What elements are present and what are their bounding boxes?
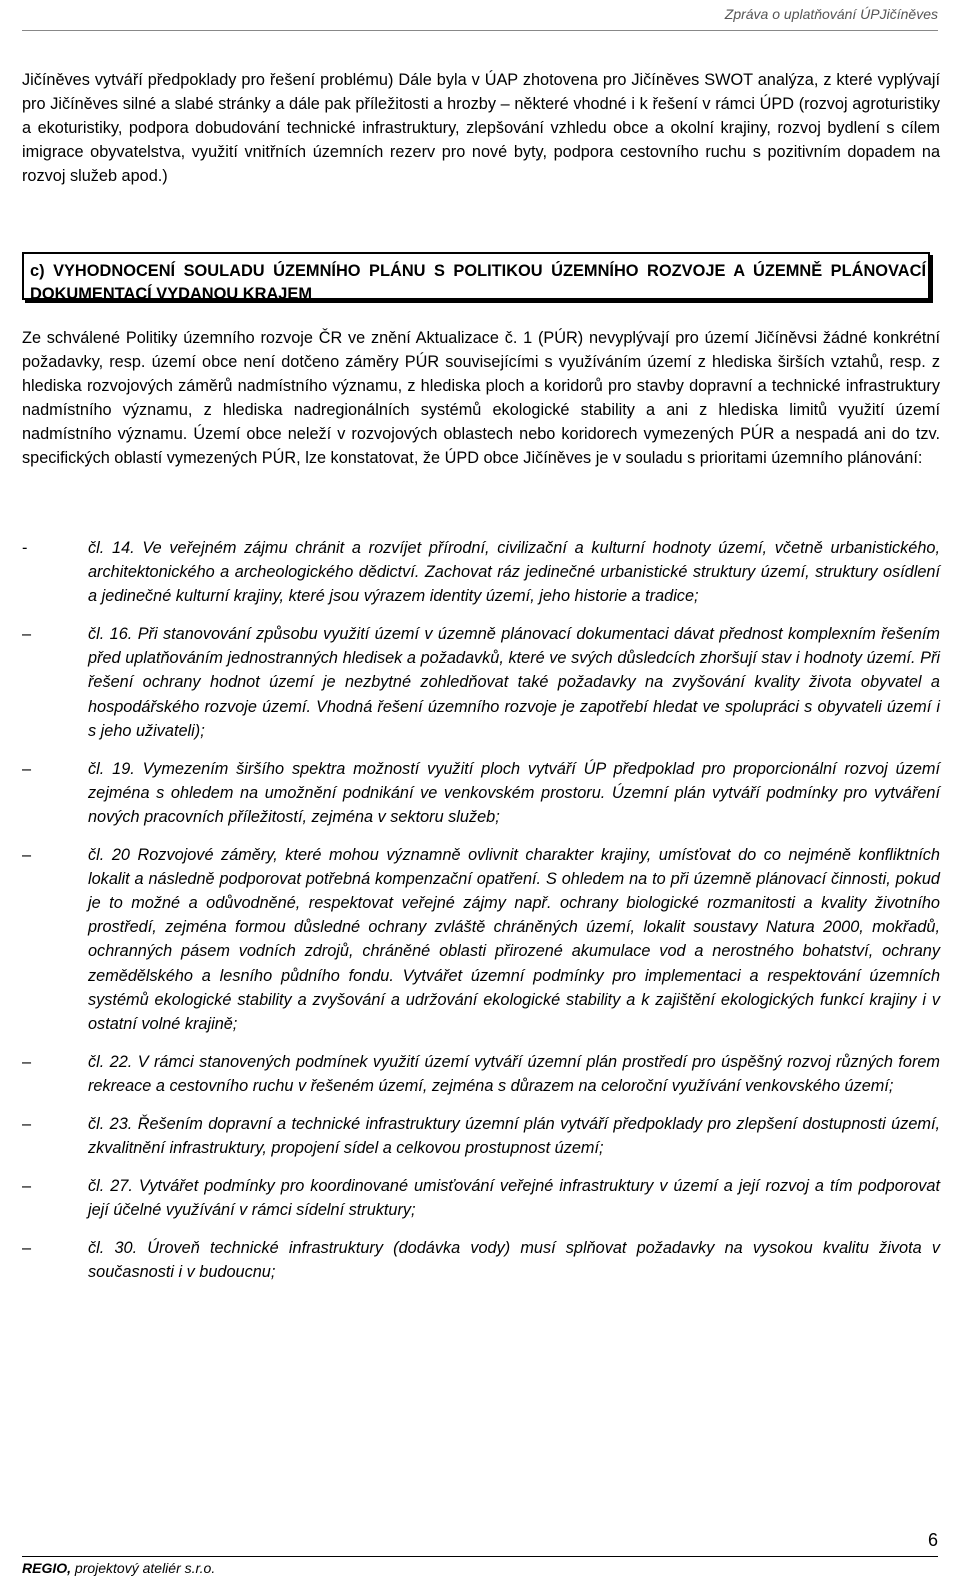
list-item xyxy=(22,1236,940,1284)
list-marker: – xyxy=(22,1177,32,1196)
list-marker: – xyxy=(22,625,32,644)
list-item xyxy=(22,1174,940,1222)
list-item-text: čl. 14. Ve veřejném zájmu chránit a rozvíjet přírodní, civilizační a kulturní hodnoty území, včetně urbanistického, architektonického a archeologického dědictví. Zachovat ráz jedinečné urbanistické struktury území, struktury osídlení a jedinečné kulturní krajiny, které jsou výrazem identity území, jeho historie a tradice; xyxy=(88,539,940,606)
list-item xyxy=(22,1050,940,1098)
list-item-text: čl. 30. Úroveň technické infrastruktury (dodávka vody) musí splňovat požadavky na vysokou kvalitu života v současnosti i v budoucnu; xyxy=(88,1239,940,1282)
page-number: 6 xyxy=(927,1530,938,1550)
intro-paragraph: Jičíněves vytváří předpoklady pro řešení problému) Dále byla v ÚAP zhotovena pro Jičíněves SWOT analýza, z které vyplývají pro Jičíněves silné a slabé stránky a dále pak příležitosti a hrozby – některé vhodné i k řešení v rámci ÚPD (rozvoj agroturistiky a ekoturistiky, podpora dobudování technické infrastruktury, zlepšování vzhledu obce a okolní krajiny, rozvoj bydlení s cílem imigrace obyvatelstva, využití vnitřních územních rezerv pro nové byty, podpora cestovního ruchu s pozitivním dopadem na rozvoj služeb apod.) xyxy=(22,71,940,186)
section-heading-box xyxy=(22,252,930,303)
list-item xyxy=(22,1112,940,1160)
list-item-text: čl. 27. Vytvářet podmínky pro koordinované umisťování veřejné infrastruktury v území a její rozvoj a tím podporovat její účelné využívání v rámci sídelní struktury; xyxy=(88,1177,940,1220)
list-item-text: čl. 20 Rozvojové záměry, které mohou významně ovlivnit charakter krajiny, umísťovat do co nejméně konfliktních lokalit a následně podporovat potřebná kompenzační opatření. S ohledem na to při územně plánovací činnosti, pokud je to možné a odůvodněné, respektovat veřejné zájmy např. ochrany biologické rozmanitosti a kvality životního prostředí, zejména formou důsledné ochrany zvláště chráněných území, lokalit soustavy Natura 2000, mokřadů, ochranných pásem vodních zdrojů, chráněné oblasti přirozené akumulace vod a nerostného bohatství, ochrany zemědělského a lesního půdního fondu. Vytvářet územní podmínky pro implementaci a respektování územních systémů ekologické stability a zvyšování a udržování ekologické stability a k zajištění ekologických funkcí krajiny i v ostatní volné krajině; xyxy=(88,846,940,1033)
list-marker: – xyxy=(22,759,32,778)
list-marker: - xyxy=(22,539,28,557)
priority-list xyxy=(22,536,940,1299)
list-item-text: čl. 22. V rámci stanovených podmínek využití území vytváří územní plán prostředí pro úspěšný rozvoj různých forem rekreace a cestovního ruchu v řešeném území, zejména s důrazem na celoroční využívání venkovského území; xyxy=(88,1052,940,1095)
list-item-text: čl. 19. Vymezením širšího spektra možností využití ploch vytváří ÚP předpoklad pro proporcionální rozvoj území zejména s ohledem na umožnění podnikání ve venkovském prostoru. Územní plán vytváří podmínky pro vytváření nových pracovních příležitostí, zejména v sektoru služeb; xyxy=(88,759,940,826)
list-item-text: čl. 23. Řešením dopravní a technické infrastruktury územní plán vytváří předpoklady pro zlepšení dostupnosti území, zkvalitnění infrastruktury, propojení sídel a celkovou prostupnost území; xyxy=(88,1114,940,1158)
list-item-text: čl. 16. Při stanovování způsobu využití území v územně plánovací dokumentaci dávat přednost komplexním řešením před uplatňováním jednostranných hledisek a požadavků, které ve svých důsledcích zhoršují stav i hodnoty území. Při řešení ochrany hodnot území je nezbytné zohledňovat také požadavky na zvyšování kvality života obyvatel a hospodářského rozvoje území. Vhodná řešení územního rozvoje je zapotřebí hledat ve spolupráci s obyvateli území i s jeho uživateli); xyxy=(88,625,940,740)
running-header: Zpráva o uplatňování ÚPJičíněves xyxy=(724,6,938,22)
footer-company-rest: projektový ateliér s.r.o. xyxy=(71,1560,216,1576)
list-marker: – xyxy=(22,846,32,865)
list-marker: – xyxy=(22,1239,32,1258)
header-rule xyxy=(22,30,938,31)
list-item xyxy=(22,757,940,829)
footer-rule xyxy=(22,1556,938,1557)
pur-paragraph: Ze schválené Politiky územního rozvoje ČR ve znění Aktualizace č. 1 (PÚR) nevyplývají pro území Jičíněvsi žádné konkrétní požadavky, resp. území obce není dotčeno záměry PÚR souvisejícími s využíváním území z hlediska širších vztahů, resp. z hlediska rozvojových záměrů nadmístního významu, z hlediska ploch a koridorů pro stavby dopravní a technické infrastruktury nadmístního významu, z hlediska nadregionálních systémů ekologické stability a ani z hlediska limitů využití území nadmístního významu. Území obce neleží v rozvojových oblastech nebo koridorech vymezených PÚR a nespadá ani do tzv. specifických oblastí vymezených PÚR, lze konstatovat, že ÚPD obce Jičíněves je v souladu s prioritami územního plánování: xyxy=(22,329,940,468)
footer-company-name: REGIO, xyxy=(22,1560,72,1576)
footer-company xyxy=(22,1560,215,1576)
list-item xyxy=(22,843,940,1036)
section-heading: c) VYHODNOCENÍ SOULADU ÚZEMNÍHO PLÁNU S POLITIKOU ÚZEMNÍHO ROZVOJE A ÚZEMNĚ PLÁNOVACÍ DOKUMENTACÍ VYDANOU KRAJEM xyxy=(30,262,926,303)
list-item xyxy=(22,536,940,608)
list-item xyxy=(22,622,940,742)
page-footer xyxy=(22,1530,938,1582)
list-marker: – xyxy=(22,1052,32,1071)
list-marker: – xyxy=(22,1114,32,1133)
